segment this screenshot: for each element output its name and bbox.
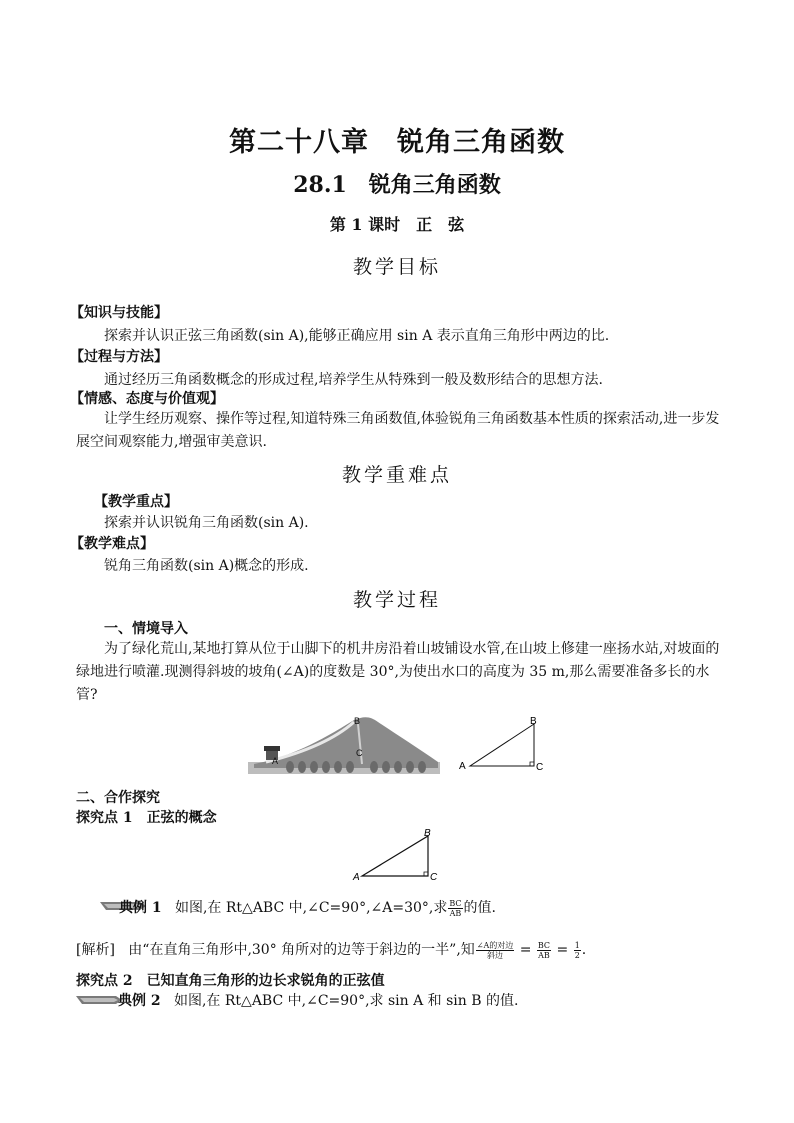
mountain-label-c: C xyxy=(356,748,363,758)
example-1-text: 如图,在 Rt△ABC 中,∠C=90°,∠A=30°,求 xyxy=(174,900,448,916)
key-text: 探索并认识锐角三角函数(sin A). xyxy=(104,515,309,531)
mountain-label-a: A xyxy=(272,756,279,766)
example-2-text: 如图,在 Rt△ABC 中,∠C=90°,求 sin A 和 sin B 的值. xyxy=(173,993,519,1009)
analysis-frac3-num: 1 xyxy=(574,940,580,950)
example-1 xyxy=(119,897,496,919)
analysis-frac3-den: 2 xyxy=(574,950,580,960)
tri1-label-a: A xyxy=(459,761,466,772)
analysis-frac1-num: ∠A的对边 xyxy=(476,940,514,950)
mountain-shape xyxy=(254,717,438,768)
example-1-frac-num: BC xyxy=(449,898,462,908)
analysis-text: 由“在直角三角形中,30° 角所对的边等于斜边的一半”,知 xyxy=(128,942,475,958)
keypoints-heading: 教学重难点 xyxy=(341,464,452,486)
example-2-label: 典例 2 xyxy=(118,993,161,1009)
example-2 xyxy=(118,990,518,1012)
example-1-tail: 的值. xyxy=(463,900,496,916)
analysis-end: . xyxy=(581,942,587,958)
analysis-fraction-2 xyxy=(537,941,551,960)
intro-text: 为了绿化荒山,某地打算从位于山脚下的机井房沿着山坡铺设水管,在山坡上修建一座扬水站,对坡面的绿地进行喷灌.现测得斜坡的坡角(∠A)的度数是 30°,为使出水口的高度为 35 m,那么需要准备多长的水管? xyxy=(76,641,720,703)
process-label: 【过程与方法】 xyxy=(70,349,168,365)
emotion-label: 【情感、态度与价值观】 xyxy=(70,391,224,407)
point1-label: 探究点 1 正弦的概念 xyxy=(76,810,217,826)
example-1-label: 典例 1 xyxy=(119,900,162,916)
process-text: 通过经历三角函数概念的形成过程,培养学生从特殊到一般及数形结合的思想方法. xyxy=(104,372,603,388)
intro-label: 一、情境导入 xyxy=(104,621,188,637)
analysis xyxy=(76,939,586,961)
right-angle-mark-1 xyxy=(530,762,534,766)
triangle-1 xyxy=(470,724,534,766)
mountain-label-b: B xyxy=(354,716,361,726)
difficult-text: 锐角三角函数(sin A)概念的形成. xyxy=(104,558,309,574)
tri1-label-b: B xyxy=(530,716,537,727)
lesson-title: 第 1 课时 正 弦 xyxy=(329,215,465,234)
section-title: 28.1 锐角三角函数 xyxy=(293,172,501,198)
triangle-2 xyxy=(362,836,428,876)
process-heading: 教学过程 xyxy=(352,589,441,611)
emotion-text: 让学生经历观察、操作等过程,知道特殊三角函数值,体验锐角三角函数基本性质的探索活动,进一步发展空间观察能力,增强审美意识. xyxy=(76,411,720,450)
coop-label: 二、合作探究 xyxy=(76,790,160,806)
example-1-frac-den: AB xyxy=(449,908,462,918)
knowledge-text: 探索并认识正弦三角函数(sin A),能够正确应用 sin A 表示直角三角形中两边的比. xyxy=(104,328,610,344)
tri2-label-c: C xyxy=(430,872,438,883)
analysis-eq-2: = xyxy=(556,942,569,958)
chapter-title: 第二十八章 锐角三角函数 xyxy=(229,127,565,158)
key-label: 【教学重点】 xyxy=(94,494,178,510)
point2-label: 探究点 2 已知直角三角形的边长求锐角的正弦值 xyxy=(76,973,385,989)
tri2-label-a: A xyxy=(353,872,360,883)
goals-heading: 教学目标 xyxy=(352,256,441,278)
analysis-fraction-1 xyxy=(476,941,514,960)
example-2-icon xyxy=(76,994,122,1006)
well-house-roof xyxy=(264,746,280,751)
triangle-figure-2 xyxy=(350,826,446,884)
example-1-fraction xyxy=(448,899,462,918)
tri2-label-b: B xyxy=(424,828,431,839)
analysis-label: [解析] xyxy=(76,942,115,958)
difficult-label: 【教学难点】 xyxy=(70,536,154,552)
analysis-eq: = xyxy=(519,942,532,958)
tri1-label-c: C xyxy=(536,762,544,773)
knowledge-label: 【知识与技能】 xyxy=(70,305,168,321)
analysis-fraction-3 xyxy=(574,941,581,960)
mountain-illustration xyxy=(246,712,442,778)
analysis-frac2-num: BC xyxy=(537,940,551,950)
analysis-frac2-den: AB xyxy=(538,950,550,960)
analysis-frac1-den: 斜边 xyxy=(487,950,504,960)
triangle-figure-1 xyxy=(456,712,556,776)
